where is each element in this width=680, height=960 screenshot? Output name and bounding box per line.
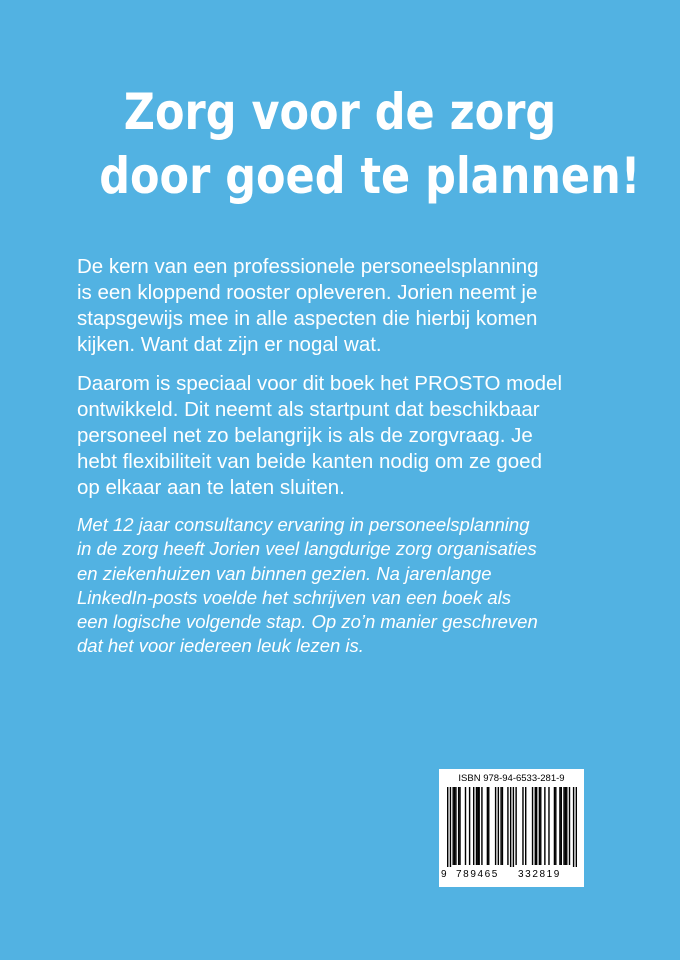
model-paragraph: [77, 371, 617, 501]
barcode-bar: [566, 787, 567, 865]
paragraph-line: ontwikkeld. Dit neemt als startpunt dat beschikbaar: [77, 398, 540, 421]
barcode-bar: [478, 787, 479, 865]
paragraph-line: op elkaar aan te laten sluiten.: [77, 476, 345, 499]
barcode-bar: [576, 787, 577, 867]
paragraph-line: De kern van een professionele personeelsplanning: [77, 255, 539, 278]
barcode-bar: [455, 787, 456, 865]
barcode-bar: [510, 787, 511, 867]
barcode-bar: [487, 787, 488, 865]
barcode-digits-left: 789465: [456, 869, 499, 880]
barcode-bar: [522, 787, 523, 865]
barcode-bar: [459, 787, 460, 865]
barcode-bar: [481, 787, 482, 865]
barcode-bar: [495, 787, 496, 865]
barcode-bar: [465, 787, 466, 865]
headline-line-1: Zorg voor de zorg: [123, 83, 557, 141]
barcode-bar: [488, 787, 489, 865]
barcode-bar: [532, 787, 533, 865]
isbn-barcode: [439, 769, 584, 887]
paragraph-line: in de zorg heeft Jorien veel langdurige zorg organisaties: [77, 538, 537, 560]
author-bio-paragraph: [77, 513, 617, 659]
barcode-bar: [559, 787, 560, 865]
paragraph-line: een logische volgende stap. Op zo’n manier geschreven: [77, 611, 538, 633]
barcode-bar: [454, 787, 455, 865]
headline-line-2: door goed te plannen!: [99, 147, 641, 205]
paragraph-line: LinkedIn-posts voelde het schrijven van een boek als: [77, 586, 511, 608]
isbn-label: ISBN 978-94-6533-281-9: [458, 773, 565, 784]
paragraph-line: kijken. Want dat zijn er nogal wat.: [77, 333, 382, 356]
barcode-bar: [498, 787, 499, 865]
barcode-bar: [525, 787, 526, 865]
barcode-bar: [469, 787, 470, 865]
barcode-bar: [458, 787, 459, 865]
barcode-bar: [573, 787, 574, 867]
barcode-bar: [548, 787, 549, 865]
barcode-bar: [473, 787, 474, 865]
paragraph-line: dat het voor iedereen leuk lezen is.: [77, 635, 364, 657]
barcode-bar: [452, 787, 453, 865]
barcode-bar: [536, 787, 537, 865]
paragraph-line: is een kloppend rooster opleveren. Jorien neemt je: [77, 281, 538, 304]
headline: [99, 80, 641, 208]
barcode-bar: [476, 787, 477, 865]
paragraph-line: Daarom is speciaal voor dit boek het PROSTO model: [77, 372, 563, 395]
barcode-bar: [502, 787, 503, 865]
barcode-bar: [447, 787, 448, 867]
barcode-bar: [477, 787, 478, 865]
paragraph-line: en ziekenhuizen van binnen gezien. Na jarenlange: [77, 562, 492, 584]
barcode-bar: [500, 787, 501, 865]
paragraph-line: stapsgewijs mee in alle aspecten die hierbij komen: [77, 307, 538, 330]
barcode-bar: [513, 787, 514, 867]
barcode-bar: [535, 787, 536, 865]
barcode-bar: [561, 787, 562, 865]
barcode-bar: [554, 787, 555, 865]
barcode-bar: [450, 787, 451, 867]
barcode-bar: [507, 787, 508, 865]
barcode-bar: [539, 787, 540, 865]
intro-paragraph: [77, 254, 617, 358]
paragraph-line: Met 12 jaar consultancy ervaring in personeelsplanning: [77, 514, 530, 535]
barcode-bar: [569, 787, 570, 865]
barcode-bar: [563, 787, 564, 865]
barcode-digit-lead: 9: [441, 869, 447, 880]
barcode-digits-right: 332819: [518, 869, 561, 880]
barcode-bar: [544, 787, 545, 865]
barcode-bar: [565, 787, 566, 865]
barcode-digits: [439, 869, 584, 883]
paragraph-line: personeel net zo belangrijk is als de zorgvraag. Je: [77, 424, 533, 447]
barcode-bar: [555, 787, 556, 865]
barcode-bars: [447, 787, 577, 867]
barcode-bar: [515, 787, 516, 865]
barcode-bar: [540, 787, 541, 865]
paragraph-line: hebt flexibiliteit van beide kanten nodig om ze goed: [77, 450, 542, 473]
